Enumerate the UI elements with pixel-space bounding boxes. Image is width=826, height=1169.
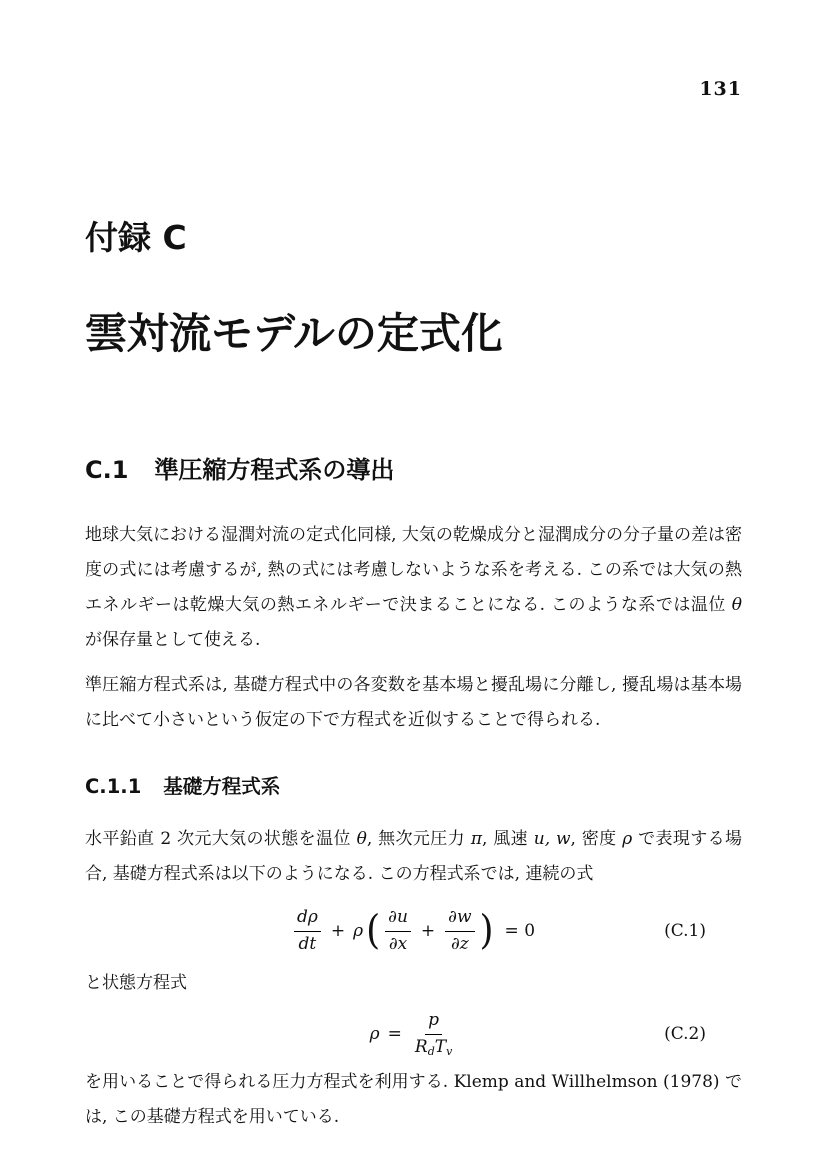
section-heading <box>85 454 742 486</box>
paragraph-state-eq-intro <box>85 966 742 1001</box>
math-theta: θ <box>356 829 367 849</box>
equation-state <box>85 1009 742 1059</box>
section-title: 準圧縮方程式系の導出 <box>154 456 395 484</box>
plus-operator: + <box>330 921 346 941</box>
left-paren: ( <box>366 907 381 954</box>
content-column <box>85 0 742 1135</box>
fraction-numerator: ∂u <box>385 907 411 931</box>
appendix-title: 雲対流モデルの定式化 <box>85 309 503 358</box>
paragraph-intro-1 <box>85 518 742 658</box>
paragraph-text: 準圧縮方程式系は, 基礎方程式中の各変数を基本場と擾乱場に分離し, 擾乱場は基本場に比べて小さいという仮定の下で方程式を近似することで得られる. <box>85 675 742 730</box>
appendix-label: 付録 C <box>85 218 187 257</box>
paragraph-text: と状態方程式 <box>85 973 187 993</box>
math-pi: π <box>470 829 483 849</box>
paragraph-text: , 密度 <box>570 829 623 849</box>
fraction-dw-dz <box>445 907 474 955</box>
math-u-w: u, w <box>533 829 571 849</box>
section-number: C.1 <box>85 456 129 484</box>
fraction-denominator: ∂x <box>388 933 408 954</box>
subsection-number: C.1.1 <box>85 775 142 798</box>
fraction-numerator: dρ <box>294 907 321 931</box>
math-rho: ρ <box>622 829 633 849</box>
fraction-numerator: p <box>425 1010 442 1034</box>
rho-coefficient: ρ <box>353 921 364 941</box>
equals-sign: = <box>387 1024 402 1044</box>
paragraph-text: 地球大気における湿潤対流の定式化同様, 大気の乾燥成分と湿潤成分の分子量の差は密度の式には考慮するが, 熱の式には考慮しないような系を考える. この系では大気の熱エネルギーは乾燥大気の熱エネルギーで決まることになる. このような系では温位 <box>85 525 742 615</box>
paragraph-text: を用いることで得られる圧力方程式を利用する. Klemp and Willhelmson (1978) では, この基礎方程式を用いている. <box>85 1072 742 1127</box>
paragraph-intro-2 <box>85 668 742 738</box>
rho-symbol: ρ <box>369 1024 380 1044</box>
fraction-denominator: ∂z <box>450 933 469 954</box>
T-symbol: T <box>434 1036 447 1057</box>
plus-operator: + <box>420 921 436 941</box>
math-theta: θ <box>731 595 742 615</box>
equation-tag-c1: (C.1) <box>664 921 706 941</box>
paragraph-text: が保存量として使える. <box>85 630 261 650</box>
R-symbol: R <box>414 1036 428 1057</box>
fraction-p-RdTv <box>412 1010 455 1058</box>
T-subscript-v: v <box>446 1044 453 1058</box>
fraction-numerator: ∂w <box>445 907 474 931</box>
paragraph-closing <box>85 1065 742 1135</box>
equation-tag-c2: (C.2) <box>664 1024 706 1044</box>
equals-zero: = 0 <box>504 921 536 941</box>
paragraph-text: , 風速 <box>482 829 534 849</box>
paragraph-text: , 無次元圧力 <box>366 829 471 849</box>
right-paren: ) <box>479 907 494 954</box>
page-number: 131 <box>699 78 742 100</box>
paragraph-basic-eqs <box>85 822 742 892</box>
fraction-denominator <box>412 1035 455 1058</box>
fraction-denominator: dt <box>298 933 317 954</box>
paragraph-text: 水平鉛直 2 次元大気の状態を温位 <box>85 829 357 849</box>
paragraph-text: で表現する場合, 基礎方程式系は以下のようになる. この方程式系では, 連続の式 <box>85 829 743 884</box>
fraction-du-dx <box>385 907 411 955</box>
R-subscript-d: d <box>427 1044 435 1058</box>
subsection-heading <box>85 774 742 800</box>
fraction-drho-dt <box>294 907 321 955</box>
equation-continuity <box>85 904 742 958</box>
subsection-title: 基礎方程式系 <box>163 775 281 798</box>
